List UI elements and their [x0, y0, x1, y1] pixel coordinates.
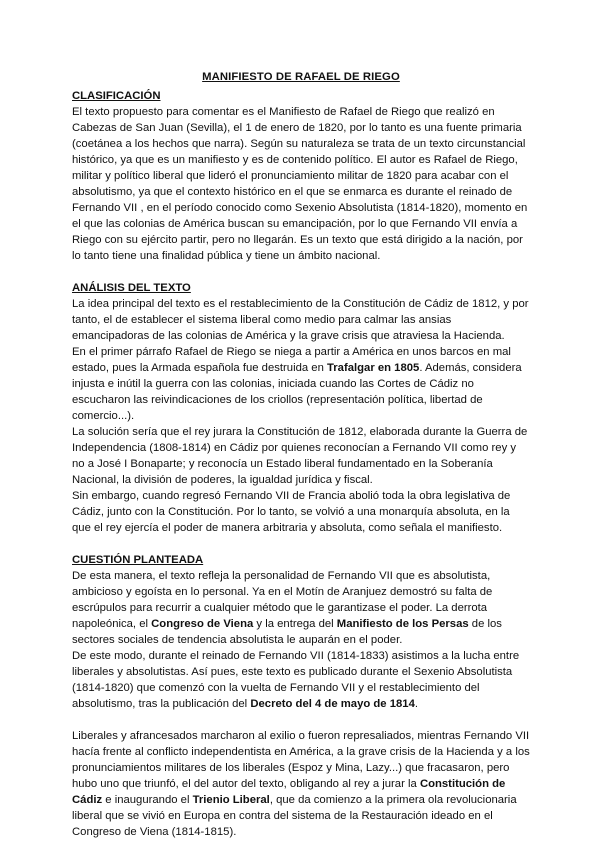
document-page: [72, 66, 530, 840]
document-title: MANIFIESTO DE RAFAEL DE RIEGO: [202, 71, 400, 83]
section-heading-analisis: ANÁLISIS DEL TEXTO: [72, 282, 191, 294]
text-run: .: [414, 698, 418, 710]
paragraph: [72, 728, 530, 840]
spacer: [72, 536, 530, 552]
text-run: de los sectores sociales de tendencia absolutista le auparán en el poder.: [72, 618, 502, 646]
spacer: [72, 264, 530, 280]
bold-term: Trafalgar en 1805: [327, 362, 420, 374]
paragraph: El texto propuesto para comentar es el Manifiesto de Rafael de Riego que realizó en Cabezas de San Juan (Sevilla), el 1 de enero de 1820, por lo tanto es una fuente primaria (coetánea a los hechos que narra). Según su naturaleza se trata de un texto circunstancial histórico, ya que es un manifiesto y es de contenido político. El autor es Rafael de Riego, militar y político liberal que lideró el pronunciamiento militar de 1820 para acabar con el absolutismo, ya que el contexto histórico en el que se enmarca es durante el reinado de Fernando VII , en el período conocido como Sexenio Absolutista (1814-1820), momento en el que las colonias de América buscan su emancipación, por lo que Fernando VII envía a Riego con su ejército partir, pero no llegarán. Es un texto que está dirigido a la nación, por lo tanto tiene una finalidad pública y tiene un ámbito nacional.: [72, 106, 528, 262]
text-run: De esta manera, el texto refleja la personalidad de Fernando VII que es absolutista, ambicioso y egoísta en lo personal. Ya en el Motín de Aranjuez demostró su falta de escrúpulos para recurrir a cualquier método que le garantizase el poder. La derrota napoleónica, el: [72, 570, 493, 630]
text-run: e inaugurando el: [102, 794, 193, 806]
paragraph: Sin embargo, cuando regresó Fernando VII de Francia abolió toda la obra legislativa de Cádiz, junto con la Constitución. Por lo tanto, se volvió a una monarquía absoluta, en la que el rey ejercía el poder de manera arbitraria y absoluta, como señala el manifiesto.: [72, 490, 511, 534]
spacer: [72, 712, 530, 728]
paragraph: [72, 648, 530, 712]
bold-term: Decreto del 4 de mayo de 1814: [250, 698, 415, 710]
text-run: . Además, considera injusta e inútil la guerra con las colonias, iniciada cuando las Cortes de Cádiz no escucharon las reivindicaciones de los criollos (representación política, libertad de comercio...).: [72, 362, 522, 422]
text-run: y la entrega del: [253, 618, 337, 630]
bold-term: Manifiesto de los Persas: [336, 618, 469, 630]
text-run: De este modo, durante el reinado de Fernando VII (1814-1833) asistimos a la lucha entre liberales y absolutistas. Así pues, este texto es publicado durante el Sexenio Absolutista (1814-1820) que comenzó con la vuelta de Fernando VII y el restablecimiento del absolutismo, tras la publicación del: [72, 650, 520, 710]
section-heading-clasificacion: CLASIFICACIÓN: [72, 90, 161, 102]
text-run: Liberales y afrancesados marcharon al exilio o fueron represaliados, mientras Fernando VII hacía frente al conflicto independentista en América, a la grave crisis de la Hacienda y a los pronunciamientos militares de los liberales (Espoz y Mina, Lazy...) que fracasaron, pero hubo uno que triunfó, el del autor del texto, obligando al rey a jurar la: [72, 730, 530, 790]
bold-term: Congreso de Viena: [151, 618, 254, 630]
bold-term: Constitución de Cádiz: [72, 778, 506, 806]
section-heading-cuestion: CUESTIÓN PLANTEADA: [72, 554, 204, 566]
text-run: En el primer párrafo Rafael de Riego se niega a partir a América en unos barcos en mal estado, pues la Armada española fue destruida en: [72, 346, 511, 374]
paragraph: [72, 344, 530, 424]
bold-term: Trienio Liberal: [192, 794, 270, 806]
paragraph: La idea principal del texto es el restablecimiento de la Constitución de Cádiz de 1812, y por tanto, el de establecer el sistema liberal como medio para calmar las ansias emancipadoras de las colonias de América y la grave crisis que atraviesa la Hacienda.: [72, 298, 529, 342]
text-run: , que da comienzo a la primera ola revolucionaria liberal que se vivió en Europa en contra del sistema de la Restauración ideado en el Congreso de Viena (1814-1815).: [72, 794, 517, 838]
paragraph: [72, 568, 530, 648]
paragraph: La solución sería que el rey jurara la Constitución de 1812, elaborada durante la Guerra de Independencia (1808-1814) en Cádiz por quienes reconocían a Fernando VII como rey y no a José I Bonaparte; y reconocía un Estado liberal fundamentado en la Soberanía Nacional, la división de poderes, la igualdad jurídica y fiscal.: [72, 426, 528, 486]
